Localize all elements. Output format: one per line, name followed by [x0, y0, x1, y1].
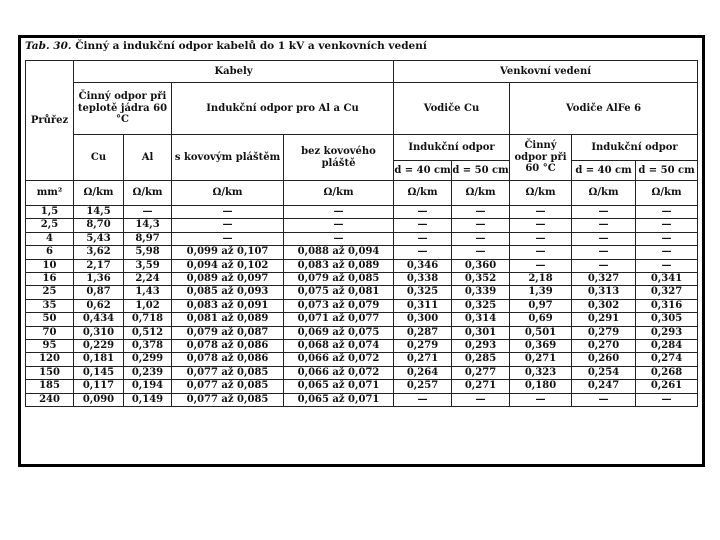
value-cell: 0,360 — [452, 259, 510, 272]
table-row — [26, 259, 698, 272]
value-cell: — — [510, 393, 572, 406]
value-cell: 0,085 až 0,093 — [172, 286, 284, 299]
table-body — [26, 206, 698, 407]
value-cell: 0,279 — [394, 340, 452, 353]
value-cell: — — [636, 219, 698, 232]
value-cell: 0,078 až 0,086 — [172, 353, 284, 366]
value-cell: 0,068 až 0,074 — [284, 340, 394, 353]
units-row — [26, 181, 698, 206]
table-row — [26, 273, 698, 286]
value-cell: 5,43 — [74, 232, 124, 245]
value-cell: 0,271 — [510, 353, 572, 366]
cross-section-cell: 150 — [26, 366, 74, 379]
value-cell: 0,284 — [636, 340, 698, 353]
value-cell: 0,369 — [510, 340, 572, 353]
value-cell: 0,247 — [572, 380, 636, 393]
value-cell: 3,59 — [124, 259, 172, 272]
value-cell: 0,268 — [636, 366, 698, 379]
value-cell: 0,065 až 0,071 — [284, 393, 394, 406]
caption-title: Činný a indukční odpor kabelů do 1 kV a venkovních vedení — [75, 40, 427, 52]
value-cell: — — [394, 232, 452, 245]
header-prurez: Průřez — [26, 61, 74, 181]
value-cell: — — [572, 219, 636, 232]
value-cell: 0,339 — [452, 286, 510, 299]
value-cell: — — [572, 246, 636, 259]
value-cell: — — [124, 206, 172, 219]
table-row — [26, 353, 698, 366]
value-cell: 0,346 — [394, 259, 452, 272]
value-cell: — — [636, 232, 698, 245]
header-cinny-odpor-alfe: Činný odpor při 60 °C — [510, 135, 572, 181]
cross-section-cell: 16 — [26, 273, 74, 286]
value-cell: 0,077 až 0,085 — [172, 366, 284, 379]
unit-cell: Ω/km — [172, 181, 284, 206]
table-row — [26, 206, 698, 219]
value-cell: 0,62 — [74, 299, 124, 312]
value-cell: 0,229 — [74, 340, 124, 353]
value-cell: 0,088 až 0,094 — [284, 246, 394, 259]
header-venkovni-vedeni: Venkovní vedení — [394, 61, 698, 83]
value-cell: 0,501 — [510, 326, 572, 339]
value-cell: — — [636, 246, 698, 259]
unit-cell: Ω/km — [124, 181, 172, 206]
value-cell: 0,378 — [124, 340, 172, 353]
value-cell: — — [510, 219, 572, 232]
unit-cell: Ω/km — [636, 181, 698, 206]
value-cell: 0,254 — [572, 366, 636, 379]
table-row — [26, 232, 698, 245]
header-indukcni-odpor-al-cu: Indukční odpor pro Al a Cu — [172, 83, 394, 135]
value-cell: 0,079 až 0,085 — [284, 273, 394, 286]
value-cell: — — [172, 232, 284, 245]
value-cell: 5,98 — [124, 246, 172, 259]
value-cell: 2,17 — [74, 259, 124, 272]
cross-section-cell: 185 — [26, 380, 74, 393]
cross-section-cell: 70 — [26, 326, 74, 339]
value-cell: 0,274 — [636, 353, 698, 366]
value-cell: 0,301 — [452, 326, 510, 339]
value-cell: 0,300 — [394, 313, 452, 326]
unit-cell: Ω/km — [572, 181, 636, 206]
value-cell: 0,073 až 0,079 — [284, 299, 394, 312]
value-cell: — — [172, 206, 284, 219]
cross-section-cell: 95 — [26, 340, 74, 353]
header-d50-alfe: d = 50 cm — [636, 161, 698, 181]
unit-cell: Ω/km — [510, 181, 572, 206]
table-row — [26, 380, 698, 393]
value-cell: 1,02 — [124, 299, 172, 312]
value-cell: 0,099 až 0,107 — [172, 246, 284, 259]
value-cell: — — [572, 393, 636, 406]
value-cell: — — [452, 232, 510, 245]
value-cell: — — [572, 259, 636, 272]
value-cell: — — [284, 232, 394, 245]
value-cell: 0,279 — [572, 326, 636, 339]
unit-cell: Ω/km — [74, 181, 124, 206]
value-cell: 0,311 — [394, 299, 452, 312]
value-cell: — — [452, 206, 510, 219]
value-cell: — — [284, 219, 394, 232]
table-row — [26, 340, 698, 353]
value-cell: 0,194 — [124, 380, 172, 393]
value-cell: 0,97 — [510, 299, 572, 312]
value-cell: — — [510, 259, 572, 272]
value-cell: 8,97 — [124, 232, 172, 245]
value-cell: — — [572, 232, 636, 245]
value-cell: — — [572, 206, 636, 219]
value-cell: 0,260 — [572, 353, 636, 366]
value-cell: — — [510, 232, 572, 245]
value-cell: 0,264 — [394, 366, 452, 379]
cross-section-cell: 1,5 — [26, 206, 74, 219]
value-cell: 0,083 až 0,091 — [172, 299, 284, 312]
value-cell: 0,341 — [636, 273, 698, 286]
value-cell: 0,512 — [124, 326, 172, 339]
header-cinny-odpor-jadra: Činný odpor při teplotě jádra 60 °C — [74, 83, 172, 135]
value-cell: 0,081 až 0,089 — [172, 313, 284, 326]
value-cell: 0,287 — [394, 326, 452, 339]
value-cell: 0,065 až 0,071 — [284, 380, 394, 393]
header-bez-kovoveho-plaste: bez kovového pláště — [284, 135, 394, 181]
value-cell: 1,39 — [510, 286, 572, 299]
value-cell: 2,24 — [124, 273, 172, 286]
value-cell: 0,239 — [124, 366, 172, 379]
value-cell: 0,077 až 0,085 — [172, 393, 284, 406]
value-cell: 0,261 — [636, 380, 698, 393]
header-s-kovovym-plastem: s kovovým pláštěm — [172, 135, 284, 181]
header-indukcni-odpor-alfe: Indukční odpor — [572, 135, 698, 161]
cross-section-cell: 35 — [26, 299, 74, 312]
header-indukcni-odpor-cu: Indukční odpor — [394, 135, 510, 161]
header-al: Al — [124, 135, 172, 181]
value-cell: 0,257 — [394, 380, 452, 393]
value-cell: — — [510, 246, 572, 259]
cross-section-cell: 6 — [26, 246, 74, 259]
value-cell: 0,313 — [572, 286, 636, 299]
value-cell: — — [510, 206, 572, 219]
unit-cell: mm² — [26, 181, 74, 206]
value-cell: 0,352 — [452, 273, 510, 286]
value-cell: — — [394, 206, 452, 219]
value-cell: 0,291 — [572, 313, 636, 326]
table-row — [26, 313, 698, 326]
value-cell: 0,071 až 0,077 — [284, 313, 394, 326]
value-cell: — — [394, 219, 452, 232]
value-cell: 1,43 — [124, 286, 172, 299]
header-d40-alfe: d = 40 cm — [572, 161, 636, 181]
value-cell: 0,069 až 0,075 — [284, 326, 394, 339]
value-cell: 0,271 — [394, 353, 452, 366]
value-cell: 0,271 — [452, 380, 510, 393]
cross-section-cell: 10 — [26, 259, 74, 272]
value-cell: 0,066 až 0,072 — [284, 353, 394, 366]
cross-section-cell: 240 — [26, 393, 74, 406]
value-cell: 0,325 — [452, 299, 510, 312]
value-cell: 0,078 až 0,086 — [172, 340, 284, 353]
value-cell: 0,293 — [452, 340, 510, 353]
table-row — [26, 326, 698, 339]
cross-section-cell: 2,5 — [26, 219, 74, 232]
data-table — [25, 60, 698, 407]
cross-section-cell: 120 — [26, 353, 74, 366]
header-d50-cu: d = 50 cm — [452, 161, 510, 181]
cross-section-cell: 25 — [26, 286, 74, 299]
value-cell: 0,149 — [124, 393, 172, 406]
caption-prefix: Tab. 30. — [25, 40, 72, 52]
value-cell: 0,285 — [452, 353, 510, 366]
value-cell: 14,5 — [74, 206, 124, 219]
value-cell: — — [394, 246, 452, 259]
value-cell: 0,083 až 0,089 — [284, 259, 394, 272]
value-cell: 2,18 — [510, 273, 572, 286]
value-cell: 0,181 — [74, 353, 124, 366]
unit-cell: Ω/km — [452, 181, 510, 206]
value-cell: 0,094 až 0,102 — [172, 259, 284, 272]
value-cell: 0,302 — [572, 299, 636, 312]
value-cell: 0,066 až 0,072 — [284, 366, 394, 379]
value-cell: — — [394, 393, 452, 406]
cross-section-cell: 50 — [26, 313, 74, 326]
value-cell: 0,434 — [74, 313, 124, 326]
value-cell: — — [636, 393, 698, 406]
value-cell: 0,270 — [572, 340, 636, 353]
value-cell: 0,079 až 0,087 — [172, 326, 284, 339]
header-vodice-cu: Vodiče Cu — [394, 83, 510, 135]
value-cell: 8,70 — [74, 219, 124, 232]
value-cell: 0,089 až 0,097 — [172, 273, 284, 286]
value-cell: 0,293 — [636, 326, 698, 339]
value-cell: 0,090 — [74, 393, 124, 406]
value-cell: 0,077 až 0,085 — [172, 380, 284, 393]
value-cell: 14,3 — [124, 219, 172, 232]
table-row — [26, 246, 698, 259]
table-caption — [25, 40, 427, 52]
value-cell: 0,075 až 0,081 — [284, 286, 394, 299]
table-row — [26, 299, 698, 312]
table-frame — [18, 35, 705, 467]
value-cell: 0,718 — [124, 313, 172, 326]
value-cell: — — [636, 259, 698, 272]
value-cell: 0,69 — [510, 313, 572, 326]
value-cell: 0,180 — [510, 380, 572, 393]
unit-cell: Ω/km — [284, 181, 394, 206]
header-kabely: Kabely — [74, 61, 394, 83]
value-cell: — — [172, 219, 284, 232]
header-d40-cu: d = 40 cm — [394, 161, 452, 181]
value-cell: 0,310 — [74, 326, 124, 339]
value-cell: — — [452, 219, 510, 232]
value-cell: 0,117 — [74, 380, 124, 393]
value-cell: 0,314 — [452, 313, 510, 326]
header-vodice-alfe: Vodiče AlFe 6 — [510, 83, 698, 135]
value-cell: 0,277 — [452, 366, 510, 379]
table-row — [26, 393, 698, 406]
value-cell: 0,338 — [394, 273, 452, 286]
value-cell: 0,305 — [636, 313, 698, 326]
value-cell: 3,62 — [74, 246, 124, 259]
table-row — [26, 286, 698, 299]
value-cell: 0,325 — [394, 286, 452, 299]
value-cell: 0,316 — [636, 299, 698, 312]
value-cell: 0,145 — [74, 366, 124, 379]
value-cell: 0,323 — [510, 366, 572, 379]
value-cell: — — [636, 206, 698, 219]
value-cell: 1,36 — [74, 273, 124, 286]
value-cell: 0,87 — [74, 286, 124, 299]
table-row — [26, 366, 698, 379]
value-cell: — — [284, 206, 394, 219]
unit-cell: Ω/km — [394, 181, 452, 206]
value-cell: — — [452, 393, 510, 406]
table-row — [26, 219, 698, 232]
value-cell: 0,299 — [124, 353, 172, 366]
value-cell: 0,327 — [636, 286, 698, 299]
value-cell: 0,327 — [572, 273, 636, 286]
header-cu: Cu — [74, 135, 124, 181]
value-cell: — — [452, 246, 510, 259]
cross-section-cell: 4 — [26, 232, 74, 245]
